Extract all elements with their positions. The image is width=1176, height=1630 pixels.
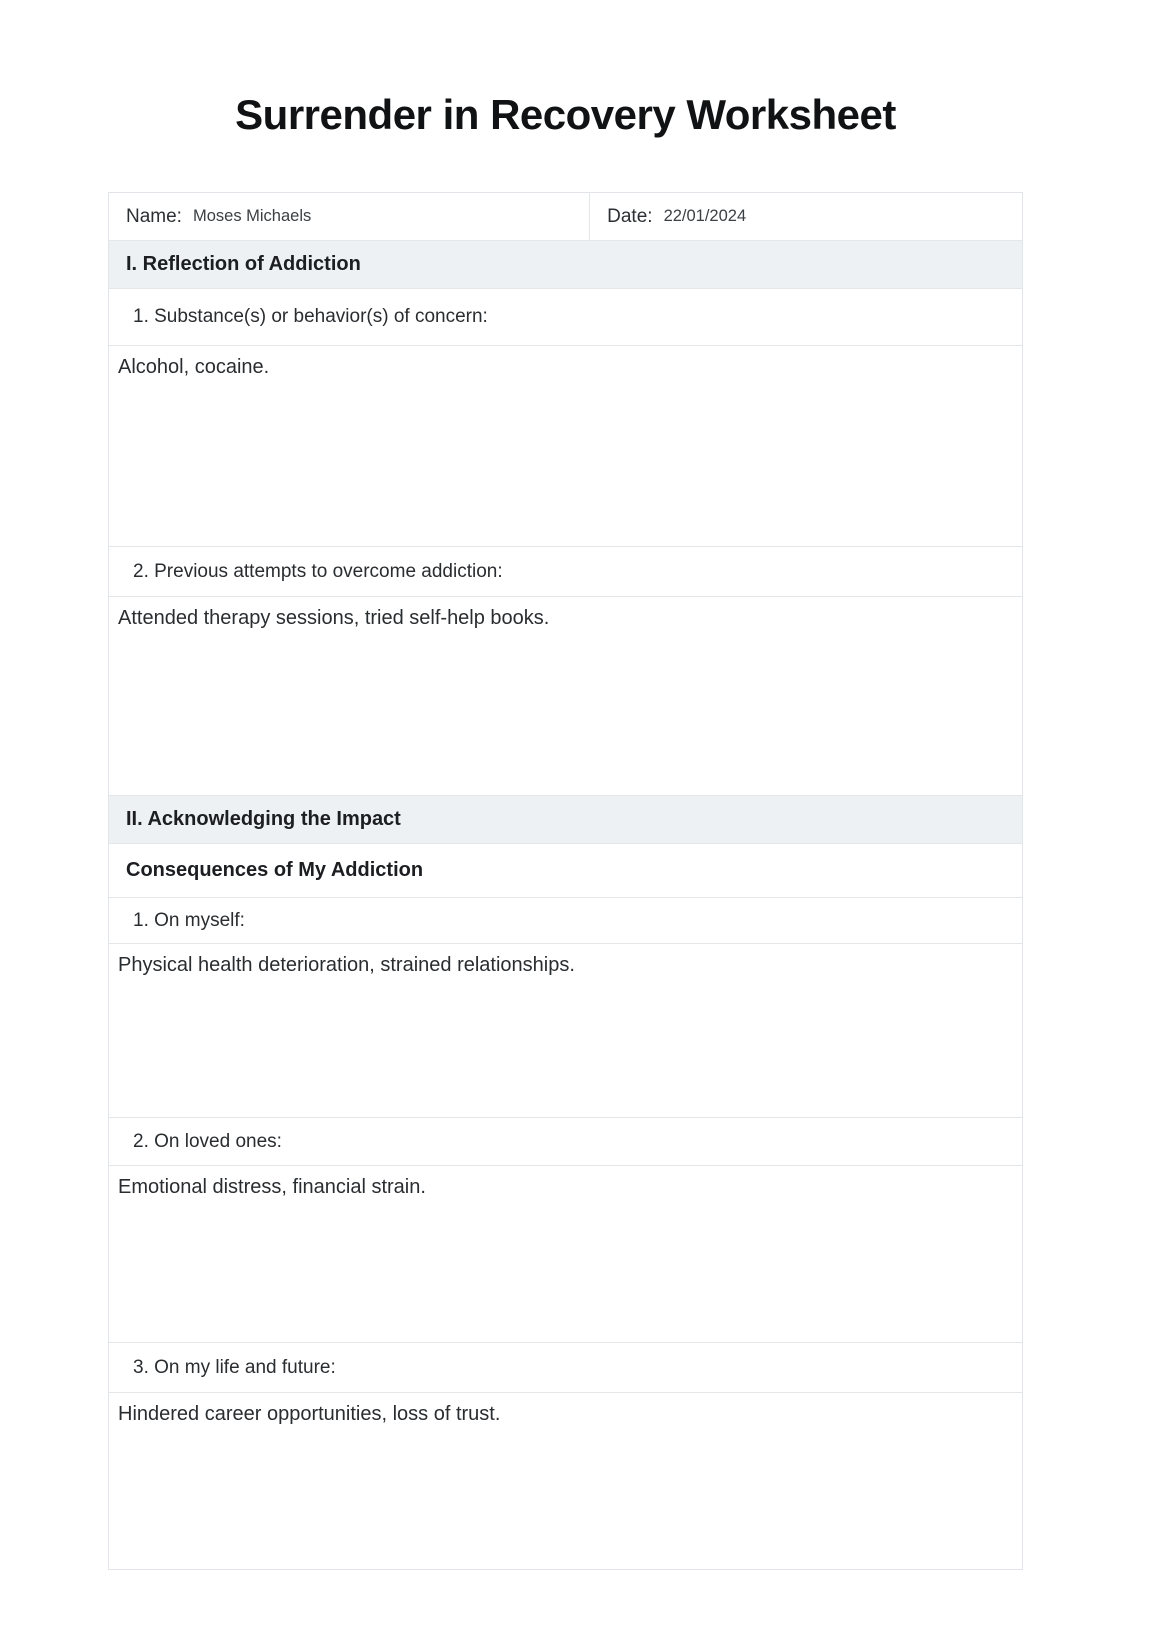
answer-on-loved-ones[interactable]: Emotional distress, financial strain. [109, 1166, 1022, 1343]
worksheet-content [108, 0, 1023, 1570]
section-header-reflection-of-addiction: I. Reflection of Addiction [109, 241, 1022, 289]
date-value[interactable]: 22/01/2024 [663, 207, 747, 226]
page-title: Surrender in Recovery Worksheet [235, 91, 896, 138]
question-on-myself: 1. On myself: [109, 898, 1022, 944]
answer-previous-attempts[interactable]: Attended therapy sessions, tried self-help books. [109, 597, 1022, 796]
name-label: Name: [126, 205, 182, 227]
question-previous-attempts: 2. Previous attempts to overcome addiction: [109, 547, 1022, 597]
name-value[interactable]: Moses Michaels [192, 207, 312, 226]
answer-substances-of-concern[interactable]: Alcohol, cocaine. [109, 346, 1022, 547]
date-label: Date: [607, 205, 653, 227]
question-substances-of-concern: 1. Substance(s) or behavior(s) of concern: [109, 289, 1022, 346]
section-header-acknowledging-the-impact: II. Acknowledging the Impact [109, 796, 1022, 844]
subsection-consequences-of-my-addiction: Consequences of My Addiction [109, 844, 1022, 898]
meta-row [109, 193, 1022, 241]
date-field [590, 193, 1022, 240]
worksheet-table [108, 192, 1023, 1570]
question-on-my-life-and-future: 3. On my life and future: [109, 1343, 1022, 1393]
question-on-loved-ones: 2. On loved ones: [109, 1118, 1022, 1166]
name-field [109, 193, 590, 240]
answer-on-myself[interactable]: Physical health deterioration, strained relationships. [109, 944, 1022, 1118]
answer-on-my-life-and-future[interactable]: Hindered career opportunities, loss of trust. [109, 1393, 1022, 1569]
